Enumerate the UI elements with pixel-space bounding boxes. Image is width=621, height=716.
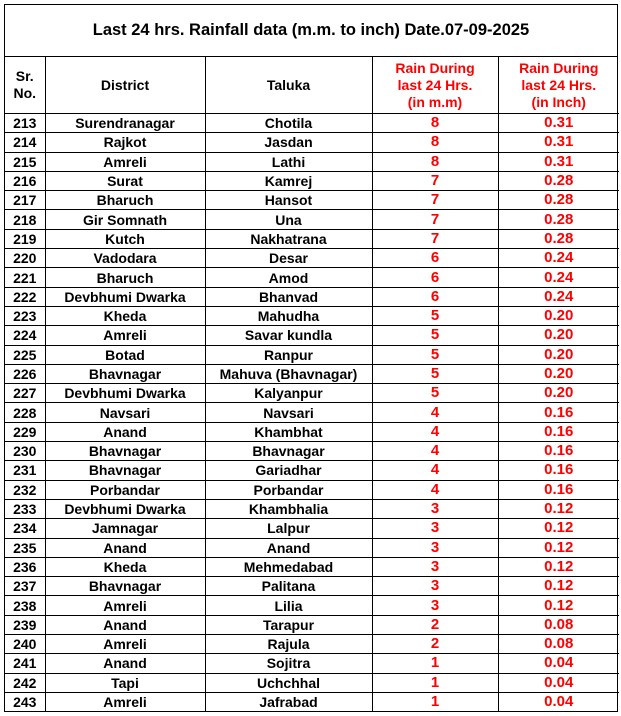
sr-no-cell: 228	[5, 403, 45, 422]
taluka-cell: Khambhalia	[205, 499, 372, 518]
rain-mm-cell: 4	[372, 461, 498, 480]
rain-mm-cell: 3	[372, 557, 498, 576]
table-row	[5, 191, 619, 210]
table-row	[5, 673, 619, 692]
taluka-cell: Kalyanpur	[205, 384, 372, 403]
taluka-cell: Jafrabad	[205, 692, 372, 711]
district-cell: Devbhumi Dwarka	[45, 287, 205, 306]
district-cell: Surat	[45, 171, 205, 190]
district-cell: Anand	[45, 615, 205, 634]
rain-inch-cell: 0.24	[498, 268, 619, 287]
taluka-cell: Amod	[205, 268, 372, 287]
table-row	[5, 229, 619, 248]
taluka-cell: Kamrej	[205, 171, 372, 190]
rain-inch-cell: 0.28	[498, 171, 619, 190]
rain-mm-cell: 3	[372, 519, 498, 538]
district-cell: Vadodara	[45, 249, 205, 268]
rain-inch-cell: 0.08	[498, 615, 619, 634]
taluka-cell: Rajula	[205, 635, 372, 654]
sr-no-cell: 213	[5, 114, 45, 133]
rain-mm-cell: 5	[372, 326, 498, 345]
rain-mm-cell: 3	[372, 577, 498, 596]
district-cell: Gir Somnath	[45, 210, 205, 229]
sr-no-cell: 217	[5, 191, 45, 210]
taluka-cell: Porbandar	[205, 480, 372, 499]
district-cell: Amreli	[45, 326, 205, 345]
table-row	[5, 364, 619, 383]
taluka-cell: Savar kundla	[205, 326, 372, 345]
rain-inch-cell: 0.12	[498, 577, 619, 596]
rain-inch-cell: 0.16	[498, 422, 619, 441]
rain-inch-cell: 0.04	[498, 692, 619, 711]
rain-inch-cell: 0.12	[498, 499, 619, 518]
table-row	[5, 577, 619, 596]
rain-inch-cell: 0.16	[498, 480, 619, 499]
district-cell: Devbhumi Dwarka	[45, 384, 205, 403]
rain-inch-cell: 0.28	[498, 229, 619, 248]
rain-inch-cell: 0.12	[498, 519, 619, 538]
sr-no-cell: 220	[5, 249, 45, 268]
taluka-cell: Hansot	[205, 191, 372, 210]
district-cell: Tapi	[45, 673, 205, 692]
taluka-cell: Gariadhar	[205, 461, 372, 480]
taluka-cell: Bhanvad	[205, 287, 372, 306]
table-row	[5, 306, 619, 325]
taluka-cell: Mehmedabad	[205, 557, 372, 576]
rain-mm-cell: 8	[372, 114, 498, 133]
sr-no-cell: 235	[5, 538, 45, 557]
taluka-cell: Lathi	[205, 152, 372, 171]
taluka-cell: Mahuva (Bhavnagar)	[205, 364, 372, 383]
table-row	[5, 133, 619, 152]
table-row	[5, 499, 619, 518]
district-cell: Anand	[45, 422, 205, 441]
sr-no-cell: 222	[5, 287, 45, 306]
rain-inch-cell: 0.20	[498, 364, 619, 383]
rain-mm-cell: 4	[372, 422, 498, 441]
taluka-cell: Bhavnagar	[205, 442, 372, 461]
rain-mm-cell: 5	[372, 364, 498, 383]
report-title: Last 24 hrs. Rainfall data (m.m. to inch) Date.07-09-2025	[5, 5, 617, 57]
rain-mm-cell: 8	[372, 133, 498, 152]
table-row	[5, 249, 619, 268]
district-cell: Bhavnagar	[45, 442, 205, 461]
rain-mm-cell: 7	[372, 210, 498, 229]
table-row	[5, 210, 619, 229]
rain-inch-cell: 0.20	[498, 326, 619, 345]
table-row	[5, 442, 619, 461]
district-cell: Botad	[45, 345, 205, 364]
table-row	[5, 152, 619, 171]
rain-inch-cell: 0.08	[498, 635, 619, 654]
rain-mm-cell: 2	[372, 615, 498, 634]
sr-no-cell: 242	[5, 673, 45, 692]
taluka-cell: Mahudha	[205, 306, 372, 325]
sr-no-cell: 243	[5, 692, 45, 711]
taluka-cell: Chotila	[205, 114, 372, 133]
rain-inch-cell: 0.20	[498, 345, 619, 364]
table-row	[5, 268, 619, 287]
table-row	[5, 557, 619, 576]
district-cell: Amreli	[45, 692, 205, 711]
table-row	[5, 287, 619, 306]
district-cell: Devbhumi Dwarka	[45, 499, 205, 518]
sr-no-cell: 232	[5, 480, 45, 499]
district-cell: Amreli	[45, 635, 205, 654]
taluka-cell: Desar	[205, 249, 372, 268]
taluka-cell: Tarapur	[205, 615, 372, 634]
table-row	[5, 171, 619, 190]
table-row	[5, 461, 619, 480]
rainfall-report	[4, 4, 618, 712]
rain-mm-cell: 6	[372, 287, 498, 306]
district-cell: Navsari	[45, 403, 205, 422]
rain-mm-cell: 4	[372, 442, 498, 461]
taluka-cell: Anand	[205, 538, 372, 557]
rain-inch-cell: 0.04	[498, 673, 619, 692]
rain-mm-cell: 5	[372, 306, 498, 325]
rain-inch-cell: 0.12	[498, 596, 619, 615]
sr-no-cell: 226	[5, 364, 45, 383]
district-cell: Anand	[45, 654, 205, 673]
sr-no-cell: 240	[5, 635, 45, 654]
sr-no-cell: 219	[5, 229, 45, 248]
rain-mm-cell: 2	[372, 635, 498, 654]
district-cell: Bhavnagar	[45, 364, 205, 383]
rain-inch-cell: 0.16	[498, 461, 619, 480]
rain-mm-cell: 5	[372, 384, 498, 403]
sr-no-cell: 230	[5, 442, 45, 461]
sr-no-cell: 239	[5, 615, 45, 634]
table-row	[5, 519, 619, 538]
table-row	[5, 480, 619, 499]
header-sr-no: Sr. No.	[5, 57, 45, 114]
taluka-cell: Sojitra	[205, 654, 372, 673]
district-cell: Rajkot	[45, 133, 205, 152]
taluka-cell: Nakhatrana	[205, 229, 372, 248]
rain-mm-cell: 1	[372, 673, 498, 692]
rain-mm-cell: 6	[372, 249, 498, 268]
header-rain-mm: Rain During last 24 Hrs. (in m.m)	[372, 57, 498, 114]
district-cell: Amreli	[45, 152, 205, 171]
table-row	[5, 635, 619, 654]
rain-inch-cell: 0.31	[498, 114, 619, 133]
rain-mm-cell: 8	[372, 152, 498, 171]
sr-no-cell: 215	[5, 152, 45, 171]
taluka-cell: Palitana	[205, 577, 372, 596]
rain-mm-cell: 6	[372, 268, 498, 287]
sr-no-cell: 216	[5, 171, 45, 190]
table-row	[5, 326, 619, 345]
table-row	[5, 422, 619, 441]
taluka-cell: Lilia	[205, 596, 372, 615]
rain-inch-cell: 0.20	[498, 384, 619, 403]
sr-no-cell: 221	[5, 268, 45, 287]
sr-no-cell: 241	[5, 654, 45, 673]
rain-mm-cell: 7	[372, 171, 498, 190]
header-rain-inch: Rain During last 24 Hrs. (in Inch)	[498, 57, 619, 114]
rain-mm-cell: 7	[372, 229, 498, 248]
taluka-cell: Una	[205, 210, 372, 229]
table-row	[5, 403, 619, 422]
district-cell: Porbandar	[45, 480, 205, 499]
rain-inch-cell: 0.24	[498, 249, 619, 268]
rainfall-table	[5, 57, 619, 711]
district-cell: Amreli	[45, 596, 205, 615]
sr-no-cell: 231	[5, 461, 45, 480]
sr-no-cell: 238	[5, 596, 45, 615]
table-row	[5, 538, 619, 557]
table-row	[5, 654, 619, 673]
taluka-cell: Khambhat	[205, 422, 372, 441]
table-row	[5, 384, 619, 403]
rain-mm-cell: 7	[372, 191, 498, 210]
sr-no-cell: 218	[5, 210, 45, 229]
sr-no-cell: 236	[5, 557, 45, 576]
district-cell: Kheda	[45, 306, 205, 325]
sr-no-cell: 227	[5, 384, 45, 403]
header-district: District	[45, 57, 205, 114]
sr-no-cell: 223	[5, 306, 45, 325]
taluka-cell: Ranpur	[205, 345, 372, 364]
rain-inch-cell: 0.28	[498, 191, 619, 210]
rain-inch-cell: 0.24	[498, 287, 619, 306]
table-row	[5, 692, 619, 711]
rain-mm-cell: 4	[372, 480, 498, 499]
rain-inch-cell: 0.12	[498, 538, 619, 557]
district-cell: Kutch	[45, 229, 205, 248]
rain-mm-cell: 3	[372, 499, 498, 518]
sr-no-cell: 214	[5, 133, 45, 152]
taluka-cell: Jasdan	[205, 133, 372, 152]
district-cell: Anand	[45, 538, 205, 557]
taluka-cell: Navsari	[205, 403, 372, 422]
table-row	[5, 114, 619, 133]
rain-mm-cell: 3	[372, 538, 498, 557]
district-cell: Kheda	[45, 557, 205, 576]
taluka-cell: Uchchhal	[205, 673, 372, 692]
rain-mm-cell: 1	[372, 654, 498, 673]
district-cell: Bhavnagar	[45, 577, 205, 596]
table-row	[5, 596, 619, 615]
rain-mm-cell: 5	[372, 345, 498, 364]
taluka-cell: Lalpur	[205, 519, 372, 538]
rain-inch-cell: 0.16	[498, 442, 619, 461]
rain-inch-cell: 0.12	[498, 557, 619, 576]
sr-no-cell: 234	[5, 519, 45, 538]
district-cell: Bhavnagar	[45, 461, 205, 480]
district-cell: Jamnagar	[45, 519, 205, 538]
rain-inch-cell: 0.28	[498, 210, 619, 229]
rain-inch-cell: 0.20	[498, 306, 619, 325]
header-taluka: Taluka	[205, 57, 372, 114]
district-cell: Bharuch	[45, 268, 205, 287]
rain-inch-cell: 0.16	[498, 403, 619, 422]
header-row	[5, 57, 619, 114]
sr-no-cell: 224	[5, 326, 45, 345]
rain-mm-cell: 3	[372, 596, 498, 615]
table-row	[5, 615, 619, 634]
sr-no-cell: 237	[5, 577, 45, 596]
district-cell: Surendranagar	[45, 114, 205, 133]
district-cell: Bharuch	[45, 191, 205, 210]
sr-no-cell: 229	[5, 422, 45, 441]
sr-no-cell: 225	[5, 345, 45, 364]
sr-no-cell: 233	[5, 499, 45, 518]
rain-mm-cell: 1	[372, 692, 498, 711]
table-row	[5, 345, 619, 364]
table-body	[5, 114, 619, 712]
rain-mm-cell: 4	[372, 403, 498, 422]
rain-inch-cell: 0.31	[498, 133, 619, 152]
rain-inch-cell: 0.04	[498, 654, 619, 673]
rain-inch-cell: 0.31	[498, 152, 619, 171]
